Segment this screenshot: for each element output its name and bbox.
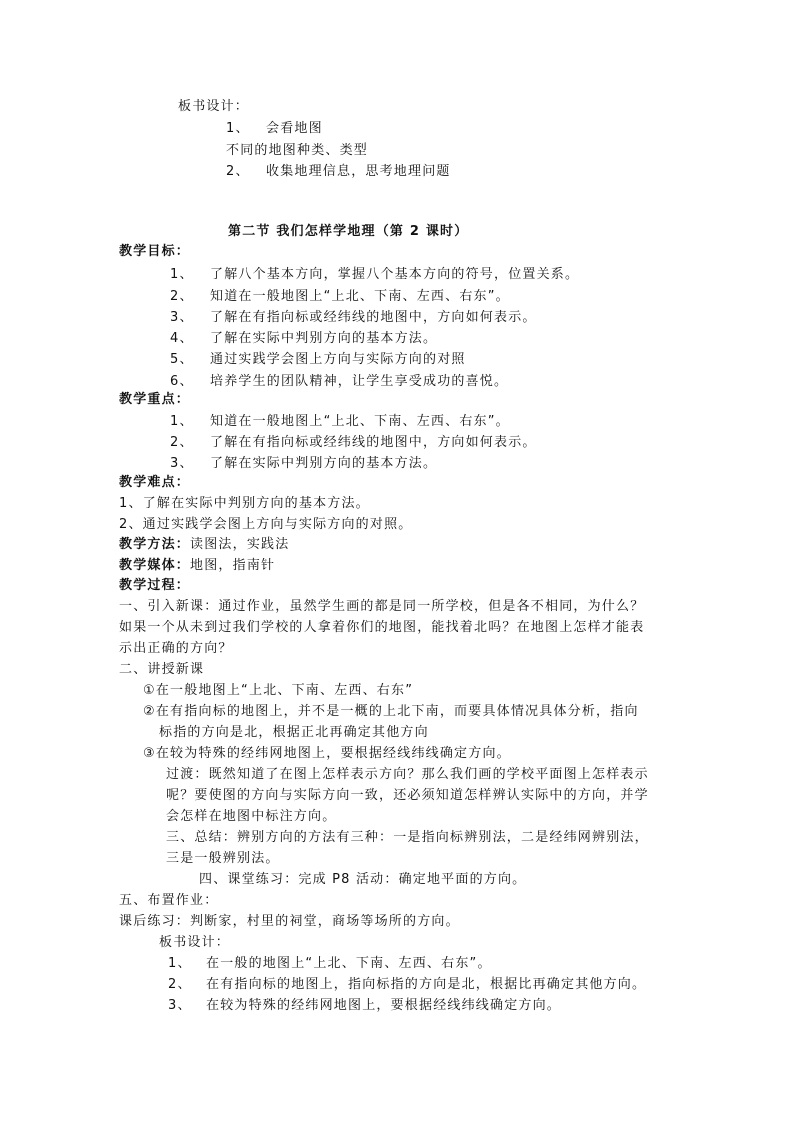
method-line <box>119 536 289 554</box>
item-text: 了解在实际中判别方向的基本方法。 <box>210 456 438 471</box>
transition-line-1: 过渡：既然知道了在图上怎样表示方向？那么我们画的学校平面图上怎样表示 <box>166 767 649 782</box>
top-board-item-2 <box>226 163 451 181</box>
media-text: 地图，指南针 <box>190 558 276 573</box>
item-text: 知道在一般地图上“上北、下南、左西、右东”。 <box>210 289 510 304</box>
objectives-heading: 教学目标： <box>119 244 191 259</box>
method-heading: 教学方法： <box>119 537 191 552</box>
objective-item-6 <box>170 373 508 391</box>
objective-item-3 <box>170 309 537 327</box>
point-line-1: ①在一般地图上“上北、下南、左西、右东” <box>143 683 414 698</box>
objective-item-1 <box>170 266 579 284</box>
item-number: 3、 <box>168 998 192 1013</box>
bottom-board-item-3 <box>168 997 561 1015</box>
bottom-board-item-1 <box>168 955 492 973</box>
section-title: 第二节 我们怎样学地理（第 2 课时） <box>228 224 469 239</box>
media-line <box>119 557 275 575</box>
item-text: 在一般的地图上“上北、下南、左西、右东”。 <box>206 956 492 971</box>
item-number: 4、 <box>170 331 194 346</box>
item-text: 在有指向标的地图上，指向标指的方向是北，根据比再确定其他方向。 <box>206 977 647 992</box>
method-text: 读图法，实践法 <box>190 537 290 552</box>
intro-line-2: 如果一个从未到过我们学校的人拿着你们的地图，能找着北吗？在地图上怎样才能表 <box>119 620 645 635</box>
item-number: 1、 <box>170 414 194 429</box>
bottom-board-item-2 <box>168 976 646 994</box>
top-board-title: 板书设计： <box>178 99 250 114</box>
difficulty-line-1: 1、了解在实际中判别方向的基本方法。 <box>119 496 370 511</box>
item-number: 6、 <box>170 374 194 389</box>
item-text: 培养学生的团队精神，让学生享受成功的喜悦。 <box>210 374 509 389</box>
item-text: 了解在有指向标或经纬线的地图中，方向如何表示。 <box>210 310 537 325</box>
item-number: 2、 <box>170 289 194 304</box>
top-board-item-sub: 不同的地图种类、类型 <box>226 143 369 158</box>
item-number: 2、 <box>226 164 250 179</box>
item-text: 了解在有指向标或经纬线的地图中，方向如何表示。 <box>210 435 537 450</box>
difficulties-heading: 教学难点： <box>119 475 191 490</box>
summary-line-1: 三、总结：辨别方向的方法有三种：一是指向标辨别法，二是经纬网辨别法， <box>166 830 649 845</box>
item-text: 在较为特殊的经纬网地图上，要根据经线纬线确定方向。 <box>206 998 562 1013</box>
item-text: 通过实践学会图上方向与实际方向的对照 <box>210 352 466 367</box>
item-text: 知道在一般地图上“上北、下南、左西、右东”。 <box>210 414 510 429</box>
item-text: 会看地图 <box>266 121 323 136</box>
practice-line: 四、课堂练习：完成 P8 活动：确定地平面的方向。 <box>199 872 527 887</box>
item-number: 2、 <box>170 435 194 450</box>
item-number: 1、 <box>168 956 192 971</box>
objective-item-2 <box>170 288 510 306</box>
point-line-4: ③在较为特殊的经纬网地图上，要根据经线纬线确定方向。 <box>143 746 511 761</box>
objective-item-4 <box>170 330 437 348</box>
item-number: 3、 <box>170 456 194 471</box>
top-board-item-1 <box>226 120 323 138</box>
key-point-item-1 <box>170 413 510 431</box>
bottom-board-title: 板书设计： <box>159 935 231 950</box>
intro-line-1: 一、引入新课：通过作业，虽然学生画的都是同一所学校，但是各不相同，为什么？ <box>119 599 645 614</box>
key-point-item-2 <box>170 434 537 452</box>
item-number: 5、 <box>170 352 194 367</box>
item-number: 3、 <box>170 310 194 325</box>
homework-text: 课后练习：判断家，村里的祠堂，商场等场所的方向。 <box>119 914 460 929</box>
key-point-item-3 <box>170 455 437 473</box>
item-text: 了解八个基本方向，掌握八个基本方向的符号，位置关系。 <box>210 267 580 282</box>
objective-item-5 <box>170 351 466 369</box>
point-line-3: 标指的方向是北，根据正北再确定其他方向 <box>159 725 429 740</box>
item-text: 了解在实际中判别方向的基本方法。 <box>210 331 438 346</box>
new-lesson-heading: 二、讲授新课 <box>119 662 205 677</box>
media-heading: 教学媒体： <box>119 558 191 573</box>
item-number: 2、 <box>168 977 192 992</box>
homework-heading: 五、布置作业： <box>119 893 219 908</box>
intro-line-3: 示出正确的方向？ <box>119 641 233 656</box>
transition-line-2: 呢？要使图的方向与实际方向一致，还必须知道怎样辨认实际中的方向，并学 <box>166 788 649 803</box>
difficulty-line-2: 2、通过实践学会图上方向与实际方向的对照。 <box>119 517 413 532</box>
summary-line-2: 三是一般辨别法。 <box>166 851 280 866</box>
item-number: 1、 <box>226 121 250 136</box>
item-number: 1、 <box>170 267 194 282</box>
point-line-2: ②在有指向标的地图上，并不是一概的上北下南，而要具体情况具体分析，指向 <box>143 704 639 719</box>
key-points-heading: 教学重点： <box>119 392 191 407</box>
process-heading: 教学过程： <box>119 578 191 593</box>
item-text: 收集地理信息，思考地理问题 <box>266 164 451 179</box>
transition-line-3: 会怎样在地图中标注方向。 <box>166 809 337 824</box>
